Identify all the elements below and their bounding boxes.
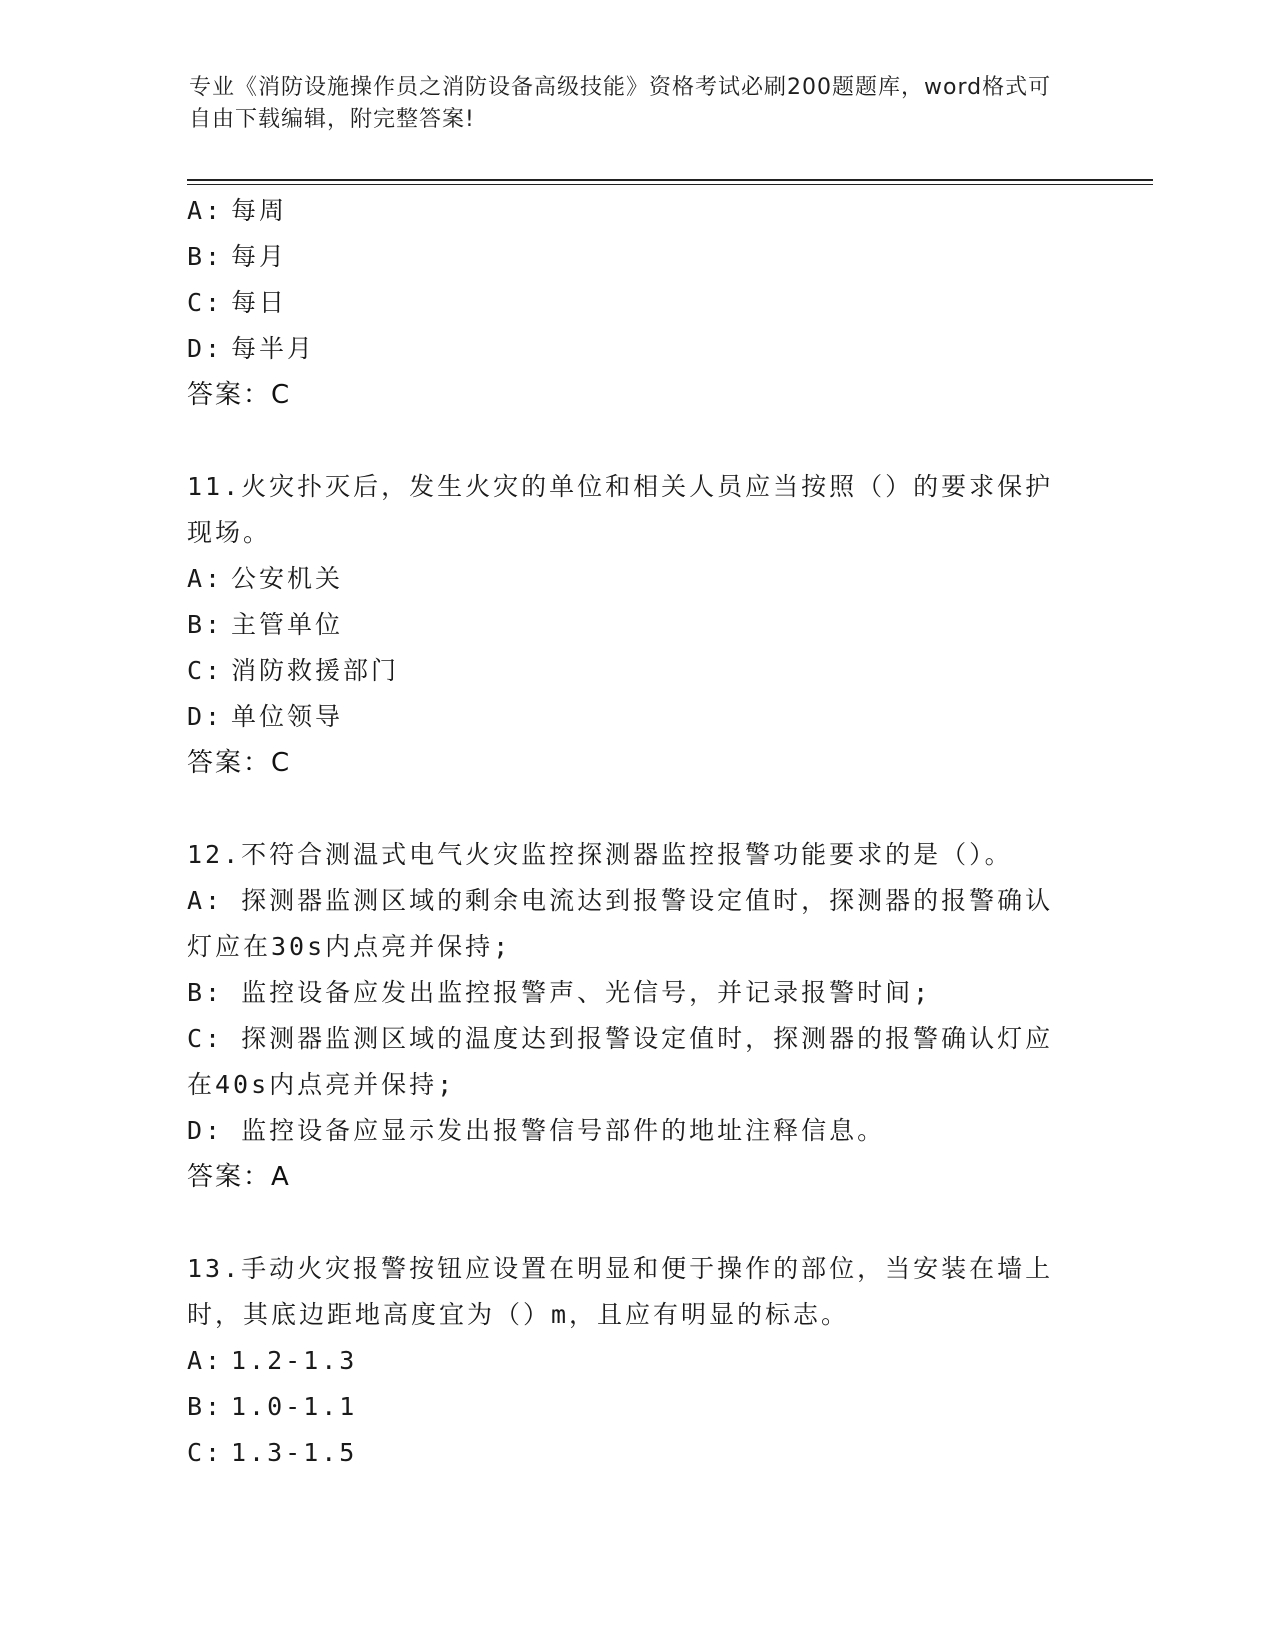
option-b: B: 监控设备应发出监控报警声、光信号，并记录报警时间; [187, 978, 932, 1007]
option-c: C: 探测器监测区域的温度达到报警设定值时，探测器的报警确认灯应 [187, 1024, 1054, 1053]
question-10 [187, 188, 1087, 418]
option-c [187, 648, 1087, 694]
option-letter: C: [187, 656, 224, 685]
question-list [187, 188, 1087, 1476]
option-letter: D: [187, 334, 224, 363]
option-b [187, 602, 1087, 648]
header-divider-thin [187, 184, 1153, 185]
question-11 [187, 464, 1087, 786]
answer-line: 答案：C [187, 748, 292, 778]
option-d [187, 326, 1087, 372]
option-letter: B: [187, 242, 224, 271]
option-letter: A: [187, 1346, 224, 1375]
option-b [187, 1384, 1087, 1430]
option-letter: A: [187, 564, 224, 593]
option-text: 1.2-1.3 [231, 1346, 358, 1375]
option-d: D: 监控设备应显示发出报警信号部件的地址注释信息。 [187, 1116, 886, 1145]
question-stem: 11.火灾扑灭后，发生火灾的单位和相关人员应当按照（）的要求保护 [187, 472, 1054, 501]
question-13 [187, 1246, 1087, 1476]
spacer [187, 418, 1087, 464]
question-stem-cont: 时，其底边距地高度宜为（）m，且应有明显的标志。 [187, 1300, 850, 1329]
option-text: 每周 [231, 196, 288, 225]
question-stem: 12.不符合测温式电气火灾监控探测器监控报警功能要求的是（）。 [187, 840, 1013, 869]
option-text: 1.3-1.5 [231, 1438, 358, 1467]
option-a: A: 探测器监测区域的剩余电流达到报警设定值时，探测器的报警确认 [187, 886, 1054, 915]
option-letter: A: [187, 196, 224, 225]
option-text: 每月 [231, 242, 288, 271]
option-letter: B: [187, 1392, 224, 1421]
option-letter: D: [187, 702, 224, 731]
document-header: 专业《消防设施操作员之消防设备高级技能》资格考试必刷200题题库，word格式可自由下载编辑，附完整答案! [189, 75, 1052, 132]
option-b [187, 234, 1087, 280]
spacer [187, 1200, 1087, 1246]
option-c-cont: 在40s内点亮并保持; [187, 1070, 456, 1099]
option-c [187, 280, 1087, 326]
question-stem-cont: 现场。 [187, 518, 272, 547]
option-text: 每半月 [231, 334, 316, 363]
spacer [187, 786, 1087, 832]
answer-line: 答案：A [187, 1162, 291, 1192]
option-text: 每日 [231, 288, 288, 317]
option-text: 1.0-1.1 [231, 1392, 358, 1421]
option-text: 单位领导 [231, 702, 344, 731]
option-a-cont: 灯应在30s内点亮并保持; [187, 932, 512, 961]
option-a [187, 188, 1087, 234]
option-text: 消防救援部门 [231, 656, 400, 685]
option-d [187, 694, 1087, 740]
header-divider [187, 179, 1153, 181]
option-a [187, 1338, 1087, 1384]
option-c [187, 1430, 1087, 1476]
answer-line: 答案：C [187, 380, 292, 410]
option-letter: C: [187, 1438, 224, 1467]
question-stem: 13.手动火灾报警按钮应设置在明显和便于操作的部位，当安装在墙上 [187, 1254, 1054, 1283]
option-a [187, 556, 1087, 602]
option-letter: C: [187, 288, 224, 317]
option-text: 主管单位 [231, 610, 344, 639]
option-letter: B: [187, 610, 224, 639]
question-12 [187, 832, 1087, 1200]
option-text: 公安机关 [231, 564, 344, 593]
